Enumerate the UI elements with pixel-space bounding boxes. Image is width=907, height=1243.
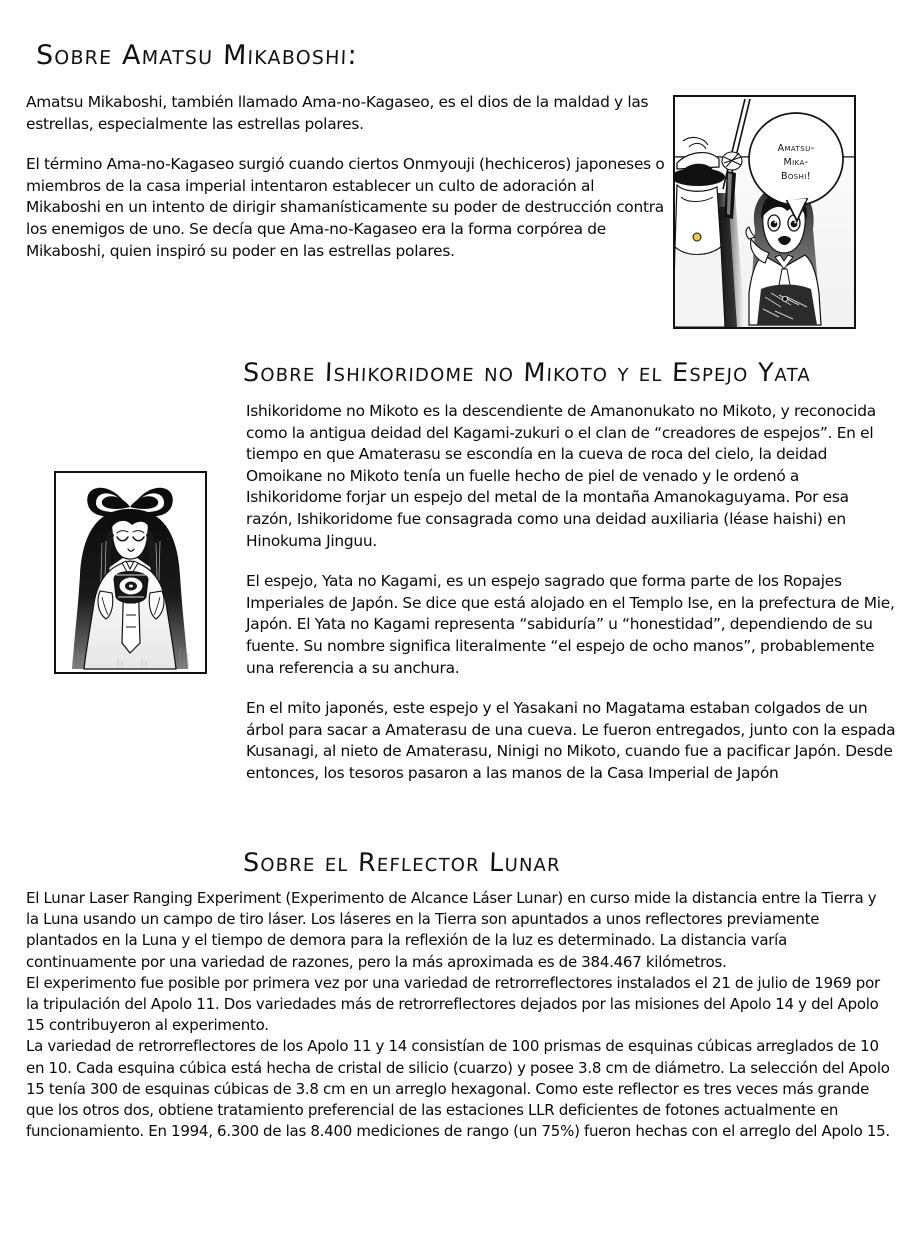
paragraph: Amatsu Mikaboshi, también llamado Ama-no-Kagaseo, es el dios de la maldad y las estrellas, especialmente las estrellas polares.: [26, 93, 649, 133]
manga-panel-amatsu-mikaboshi: [673, 95, 856, 329]
paragraph: La variedad de retrorreflectores de los Apolo 11 y 14 consistían de 100 prismas de esquinas cúbicas arreglados de 10 en 10. Cada esquina cúbica está hecha de cristal de silicio (cuarzo) y posee 3.8 cm de diámetro. La selección del Apolo 15 tenía 300 de esquinas cúbicas de 3.8 cm en un arreglo hexagonal. Como este reflector es tres veces más grande que los otros dos, obtiene tratamiento preferencial de las estaciones LLR deficientes de fotones actualmente en funcionamiento. En 1994, 6.300 de las 8.400 mediciones de rango (un 75%) fueron hechas con el arreglo del Apolo 15.: [26, 1037, 890, 1141]
paragraph: El espejo, Yata no Kagami, es un espejo sagrado que forma parte de los Ropajes Imperiales de Japón. Se dice que está alojado en el Templo Ise, en la prefectura de Mie, Japón. El Yata no Kagami representa “sabiduría” u “honestidad”, dependiendo de su fuente. Su nombre significa literalmente “el espejo de ocho manos”, probablemente una referencia a su anchura.: [246, 572, 895, 677]
section-body-amatsu-mikaboshi: [26, 92, 666, 262]
manga-panel-ishikoridome: [54, 471, 207, 674]
speech-line-2: Mika-: [783, 157, 809, 168]
manga-panel-artwork: [675, 97, 854, 327]
speech-line-3: Boshi!: [780, 171, 812, 182]
paragraph: El experimento fue posible por primera vez por una variedad de retrorreflectores instalados el 21 de julio de 1969 por la tripulación del Apolo 11. Dos variedades más de retrorreflectores dejados por las misiones del Apolo 14 y del Apolo 15 contribuyeron al experimento.: [26, 973, 880, 1035]
paragraph: En el mito japonés, este espejo y el Yasakani no Magatama estaban colgados de un árbol para sacar a Amaterasu de una cueva. Le fueron entregados, junto con la espada Kusanagi, al nieto de Amaterasu, Ninigi no Mikoto, cuando fue a pacificar Japón. Desde entonces, los tesoros pasaron a las manos de la Casa Imperial de Japón: [246, 699, 896, 782]
section-body-reflector-lunar: [26, 888, 892, 1142]
paragraph: El Lunar Laser Ranging Experiment (Experimento de Alcance Láser Lunar) en curso mide la distancia entre la Tierra y la Luna usando un campo de tiro láser. Los láseres en la Tierra son apuntados a unos reflectores previamente plantados en la Luna y el tiempo de demora para la reflexión de la luz es determinado. La distancia varía continuamente por una variedad de razones, pero la más aproximada es de 384.467 kilómetros.: [26, 889, 877, 971]
manga-panel-artwork: [56, 473, 205, 672]
paragraph: El término Ama-no-Kagaseo surgió cuando ciertos Onmyouji (hechiceros) japoneses o miembros de la casa imperial intentaron establecer un culto de adoración al Mikaboshi en un intento de dirigir shamanísticamente su poder de destrucción contra los enemigos de uno. Se decía que Ama-no-Kagaseo era la forma corpórea de Mikaboshi, quien inspiró su poder en las estrellas polares.: [26, 155, 665, 260]
section-heading-reflector-lunar: Sobre el Reflector Lunar: [242, 848, 562, 878]
paragraph: Ishikoridome no Mikoto es la descendiente de Amanonukato no Mikoto, y reconocida como la antigua deidad del Kagami-zukuri o el clan de “creadores de espejos”. En el tiempo en que Amaterasu se escondía en la cueva de roca del cielo, la deidad Omoikane no Mikoto tenía un fuelle hecho de piel de venado y le ordenó a Ishikoridome forjar un espejo del metal de la montaña Amanokaguyama. Por esa razón, Ishikoridome fue consagrada como una deidad auxiliaria (léase haishi) en Hinokuma Jinguu.: [246, 402, 876, 550]
speech-line-1: Amatsu-: [777, 143, 815, 154]
section-body-ishikoridome: [246, 401, 898, 785]
section-heading-amatsu-mikaboshi: Sobre Amatsu Mikaboshi:: [35, 40, 359, 71]
section-heading-ishikoridome: Sobre Ishikoridome no Mikoto y el Espejo Yata: [242, 358, 812, 388]
